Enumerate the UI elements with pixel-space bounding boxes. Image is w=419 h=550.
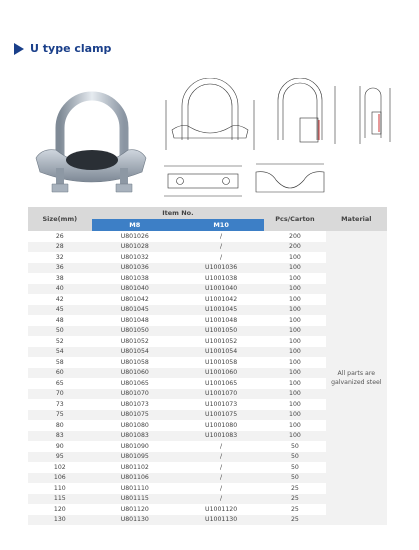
cell-size: 106 [28,473,92,484]
cell-m8: U801073 [120,400,149,408]
section-title [14,42,111,55]
cell-m8: U801028 [92,242,178,253]
header-pcs-carton: Pcs/Carton [264,207,325,231]
cell-m10: U1001070 [178,389,264,400]
cell-size: 36 [28,263,92,274]
cell-size: 83 [28,431,92,442]
cell-size: 90 [55,442,64,450]
cell-m10: U1001080 [205,421,238,429]
cell-m8: U801120 [120,505,149,513]
cell-size: 50 [28,326,92,337]
cell-m10: U1001038 [205,274,238,282]
cell-m8: U801065 [120,379,149,387]
cell-m10: / [220,484,223,492]
cell-pcs: 100 [264,347,325,358]
header-item-no: Item No. [92,207,265,219]
cell-m10: U1001058 [205,358,238,366]
cell-m8: U801058 [120,358,149,366]
cell-pcs: 100 [264,305,325,316]
cell-m10: U1001065 [205,379,238,387]
cell-size: 32 [55,253,64,261]
cell-size: 115 [28,494,92,505]
cell-pcs: 100 [289,379,301,387]
cell-m10: U1001054 [178,347,264,358]
cell-pcs: 100 [264,389,325,400]
cell-m8: U801052 [120,337,149,345]
cell-size: 26 [55,232,64,240]
cell-m10: U1001042 [205,295,238,303]
cell-m8: U801026 [120,232,149,240]
cell-size: 52 [55,337,64,345]
cell-m8: U801038 [120,274,149,282]
cell-m10: / [178,452,264,463]
cell-m10: U1001048 [205,316,238,324]
cell-m8: U801090 [120,442,149,450]
cell-m10: / [178,494,264,505]
cell-m8: U801042 [120,295,149,303]
cell-pcs: 25 [291,505,299,513]
cell-size: 70 [28,389,92,400]
cell-m8: U801032 [120,253,149,261]
cell-size: 65 [55,379,64,387]
material-note: All parts are galvanized steel [326,231,387,525]
spec-table [28,207,387,525]
cell-pcs: 100 [264,410,325,421]
cell-m8: U801060 [92,368,178,379]
cell-m10: U1001052 [205,337,238,345]
cell-size: 38 [55,274,64,282]
cell-m8: U801048 [120,316,149,324]
cell-pcs: 50 [264,452,325,463]
cell-m10: / [220,232,223,240]
cell-pcs: 100 [289,295,301,303]
cell-pcs: 100 [289,337,301,345]
cell-m10: U1001073 [205,400,238,408]
cell-m8: U801050 [92,326,178,337]
cell-m8: U801036 [92,263,178,274]
cell-size: 120 [53,505,66,513]
cell-m10: / [220,463,223,471]
cell-pcs: 100 [289,316,301,324]
cell-m8: U801083 [92,431,178,442]
cell-size: 102 [53,463,66,471]
cell-pcs: 100 [264,284,325,295]
cell-pcs: 100 [289,358,301,366]
cell-m10: U1001120 [205,505,238,513]
cell-m8: U801054 [92,347,178,358]
cell-size: 95 [28,452,92,463]
header-m10: M10 [178,219,264,231]
cell-m10: U1001075 [178,410,264,421]
cell-pcs: 200 [289,232,301,240]
technical-drawing-front [160,78,410,158]
cell-pcs: 200 [264,242,325,253]
cell-m8: U801106 [92,473,178,484]
table-row [28,231,387,242]
cell-size: 48 [55,316,64,324]
cell-pcs: 50 [264,473,325,484]
header-size: Size(mm) [28,207,92,231]
cell-m8: U801080 [120,421,149,429]
cell-size: 42 [55,295,64,303]
cell-size: 80 [55,421,64,429]
cell-pcs: 100 [289,400,301,408]
cell-pcs: 100 [289,421,301,429]
cell-m10: U1001130 [178,515,264,526]
cell-m10: U1001050 [178,326,264,337]
cell-m10: / [220,442,223,450]
cell-m10: / [220,253,223,261]
cell-m8: U801130 [92,515,178,526]
cell-pcs: 100 [264,326,325,337]
cell-size: 40 [28,284,92,295]
cell-m10: / [178,242,264,253]
page-title: U type clamp [30,42,112,55]
cell-size: 130 [28,515,92,526]
arrow-icon [14,43,24,55]
cell-size: 54 [28,347,92,358]
cell-m8: U801070 [92,389,178,400]
cell-pcs: 50 [291,442,299,450]
cell-size: 28 [28,242,92,253]
cell-pcs: 50 [291,463,299,471]
cell-m8: U801095 [92,452,178,463]
cell-m8: U801102 [120,463,149,471]
header-m8: M8 [92,219,178,231]
cell-size: 58 [55,358,64,366]
technical-drawing-saddle [160,158,330,206]
cell-m8: U801115 [92,494,178,505]
cell-size: 73 [55,400,64,408]
cell-pcs: 25 [264,515,325,526]
cell-size: 45 [28,305,92,316]
cell-m8: U801075 [92,410,178,421]
cell-pcs: 25 [291,484,299,492]
cell-m8: U801040 [92,284,178,295]
cell-pcs: 100 [289,253,301,261]
cell-m10: U1001083 [178,431,264,442]
cell-m10: U1001045 [178,305,264,316]
cell-size: 60 [28,368,92,379]
cell-size: 75 [28,410,92,421]
cell-pcs: 100 [264,368,325,379]
cell-m8: U801110 [120,484,149,492]
cell-m10: U1001036 [178,263,264,274]
product-photo [22,88,152,198]
table-body [28,231,387,525]
cell-pcs: 100 [264,431,325,442]
cell-m10: U1001060 [178,368,264,379]
header-material: Material [326,207,387,231]
cell-m10: / [178,473,264,484]
cell-pcs: 25 [264,494,325,505]
cell-m8: U801045 [92,305,178,316]
cell-size: 110 [53,484,66,492]
cell-pcs: 100 [289,274,301,282]
cell-m10: U1001040 [178,284,264,295]
cell-pcs: 100 [264,263,325,274]
